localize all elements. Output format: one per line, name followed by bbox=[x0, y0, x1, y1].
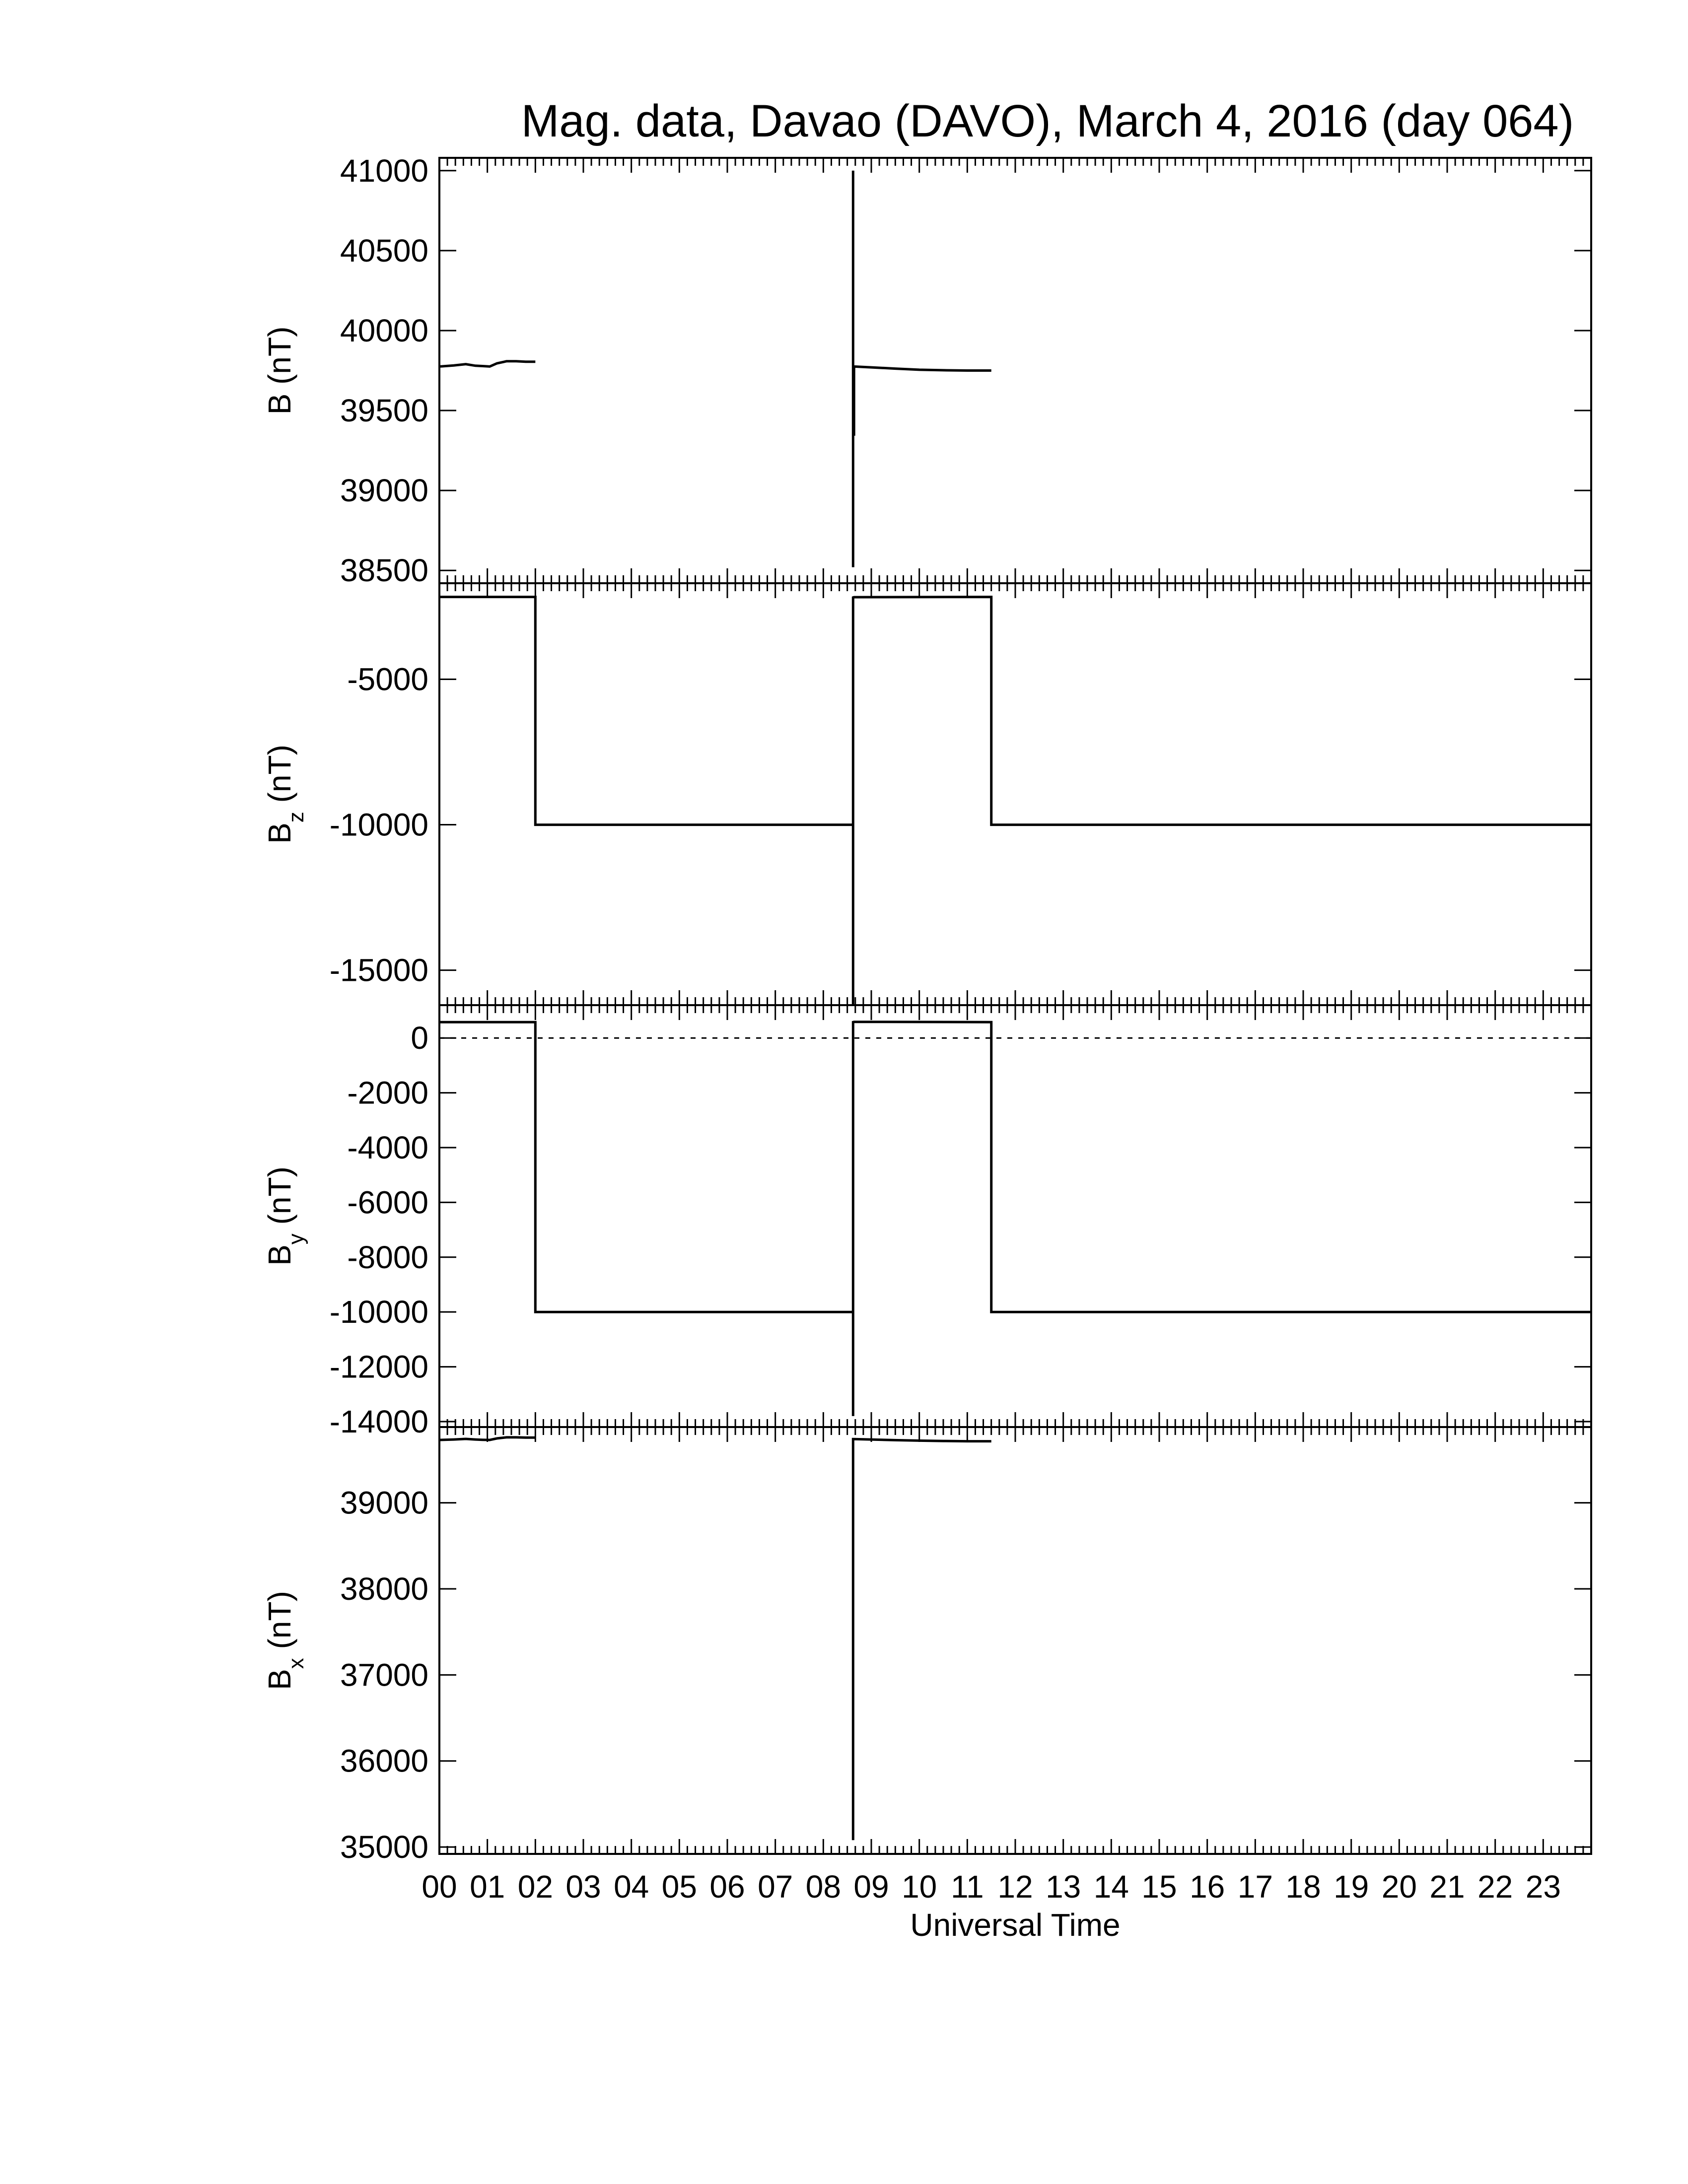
x-tick-label: 08 bbox=[805, 1869, 841, 1905]
panel-b bbox=[262, 153, 1591, 588]
series-line-by bbox=[853, 1022, 1591, 1416]
panels-group bbox=[262, 153, 1591, 1865]
y-axis-label-subscript: y bbox=[284, 1233, 308, 1245]
x-tick-label: 22 bbox=[1477, 1869, 1513, 1905]
y-tick-label: 39000 bbox=[340, 1485, 428, 1521]
y-tick-label: 37000 bbox=[340, 1657, 428, 1693]
y-axis-label-main: B bbox=[262, 822, 297, 844]
y-axis-label-main: B bbox=[262, 1244, 297, 1266]
x-axis-label: Universal Time bbox=[910, 1907, 1121, 1943]
x-tick-label: 02 bbox=[517, 1869, 553, 1905]
y-axis-label-units: (nT) bbox=[262, 745, 297, 812]
y-axis-label bbox=[262, 327, 297, 415]
y-axis-label-units: (nT) bbox=[262, 326, 297, 394]
x-tick-label: 11 bbox=[951, 1869, 984, 1905]
y-tick-label: -10000 bbox=[329, 807, 428, 843]
y-tick-label: 38500 bbox=[340, 552, 428, 589]
x-tick-label: 16 bbox=[1190, 1869, 1225, 1905]
y-tick-label: -12000 bbox=[329, 1349, 428, 1385]
y-tick-label: 39000 bbox=[340, 473, 428, 509]
x-axis bbox=[422, 1869, 1561, 1905]
y-tick-label: 0 bbox=[411, 1020, 428, 1056]
y-tick-label: -5000 bbox=[347, 661, 428, 697]
x-tick-label: 00 bbox=[422, 1869, 457, 1905]
x-tick-label: 20 bbox=[1381, 1869, 1417, 1905]
x-tick-label: 23 bbox=[1525, 1869, 1561, 1905]
y-axis-label bbox=[262, 745, 308, 844]
series-line-b bbox=[853, 171, 991, 567]
x-tick-label: 17 bbox=[1237, 1869, 1273, 1905]
series-line-b bbox=[439, 361, 535, 367]
x-tick-label: 09 bbox=[853, 1869, 889, 1905]
y-axis-label-subscript: x bbox=[284, 1658, 308, 1669]
x-tick-label: 04 bbox=[614, 1869, 649, 1905]
y-tick-label: -15000 bbox=[329, 952, 428, 988]
series-line-bx bbox=[853, 1439, 991, 1840]
x-tick-label: 19 bbox=[1334, 1869, 1369, 1905]
y-tick-label: -14000 bbox=[329, 1403, 428, 1439]
y-axis-label-units: (nT) bbox=[262, 1591, 297, 1658]
panel-frame bbox=[439, 1427, 1591, 1854]
series-line-bz bbox=[853, 597, 1591, 1005]
series-line-bz bbox=[439, 597, 853, 825]
panel-by bbox=[262, 1005, 1591, 1439]
y-tick-label: -4000 bbox=[347, 1130, 428, 1166]
x-tick-label: 05 bbox=[661, 1869, 697, 1905]
x-tick-label: 07 bbox=[758, 1869, 793, 1905]
y-axis-label bbox=[262, 1166, 308, 1266]
y-tick-label: 40500 bbox=[340, 232, 428, 269]
x-tick-label: 14 bbox=[1093, 1869, 1129, 1905]
y-tick-label: 41000 bbox=[340, 152, 428, 189]
y-axis-label-main: B bbox=[262, 393, 297, 415]
x-tick-label: 18 bbox=[1285, 1869, 1321, 1905]
panel-frame bbox=[439, 583, 1591, 1005]
x-tick-label: 01 bbox=[470, 1869, 505, 1905]
panel-frame bbox=[439, 158, 1591, 583]
x-tick-label: 06 bbox=[709, 1869, 745, 1905]
panel-frame bbox=[439, 1005, 1591, 1427]
x-tick-label: 10 bbox=[902, 1869, 937, 1905]
y-axis-label-units: (nT) bbox=[262, 1166, 297, 1234]
x-tick-label: 15 bbox=[1141, 1869, 1177, 1905]
y-tick-label: -8000 bbox=[347, 1239, 428, 1275]
y-tick-label: -6000 bbox=[347, 1184, 428, 1221]
y-tick-label: -2000 bbox=[347, 1075, 428, 1111]
y-tick-label: -10000 bbox=[329, 1294, 428, 1330]
y-axis-label bbox=[262, 1591, 308, 1690]
y-tick-label: 36000 bbox=[340, 1743, 428, 1779]
y-tick-label: 35000 bbox=[340, 1829, 428, 1865]
y-tick-label: 40000 bbox=[340, 312, 428, 348]
y-tick-label: 38000 bbox=[340, 1570, 428, 1607]
y-tick-label: 39500 bbox=[340, 393, 428, 429]
y-axis-label-subscript: z bbox=[284, 812, 308, 823]
x-tick-label: 13 bbox=[1046, 1869, 1081, 1905]
y-axis-label-main: B bbox=[262, 1669, 297, 1690]
x-tick-label: 12 bbox=[997, 1869, 1033, 1905]
chart-title: Mag. data, Davao (DAVO), March 4, 2016 (day 064) bbox=[521, 96, 1574, 146]
panel-bx bbox=[262, 1427, 1591, 1865]
x-tick-label: 03 bbox=[565, 1869, 601, 1905]
series-line-by bbox=[439, 1022, 853, 1312]
x-tick-label: 21 bbox=[1429, 1869, 1465, 1905]
panel-bz bbox=[262, 583, 1591, 1005]
